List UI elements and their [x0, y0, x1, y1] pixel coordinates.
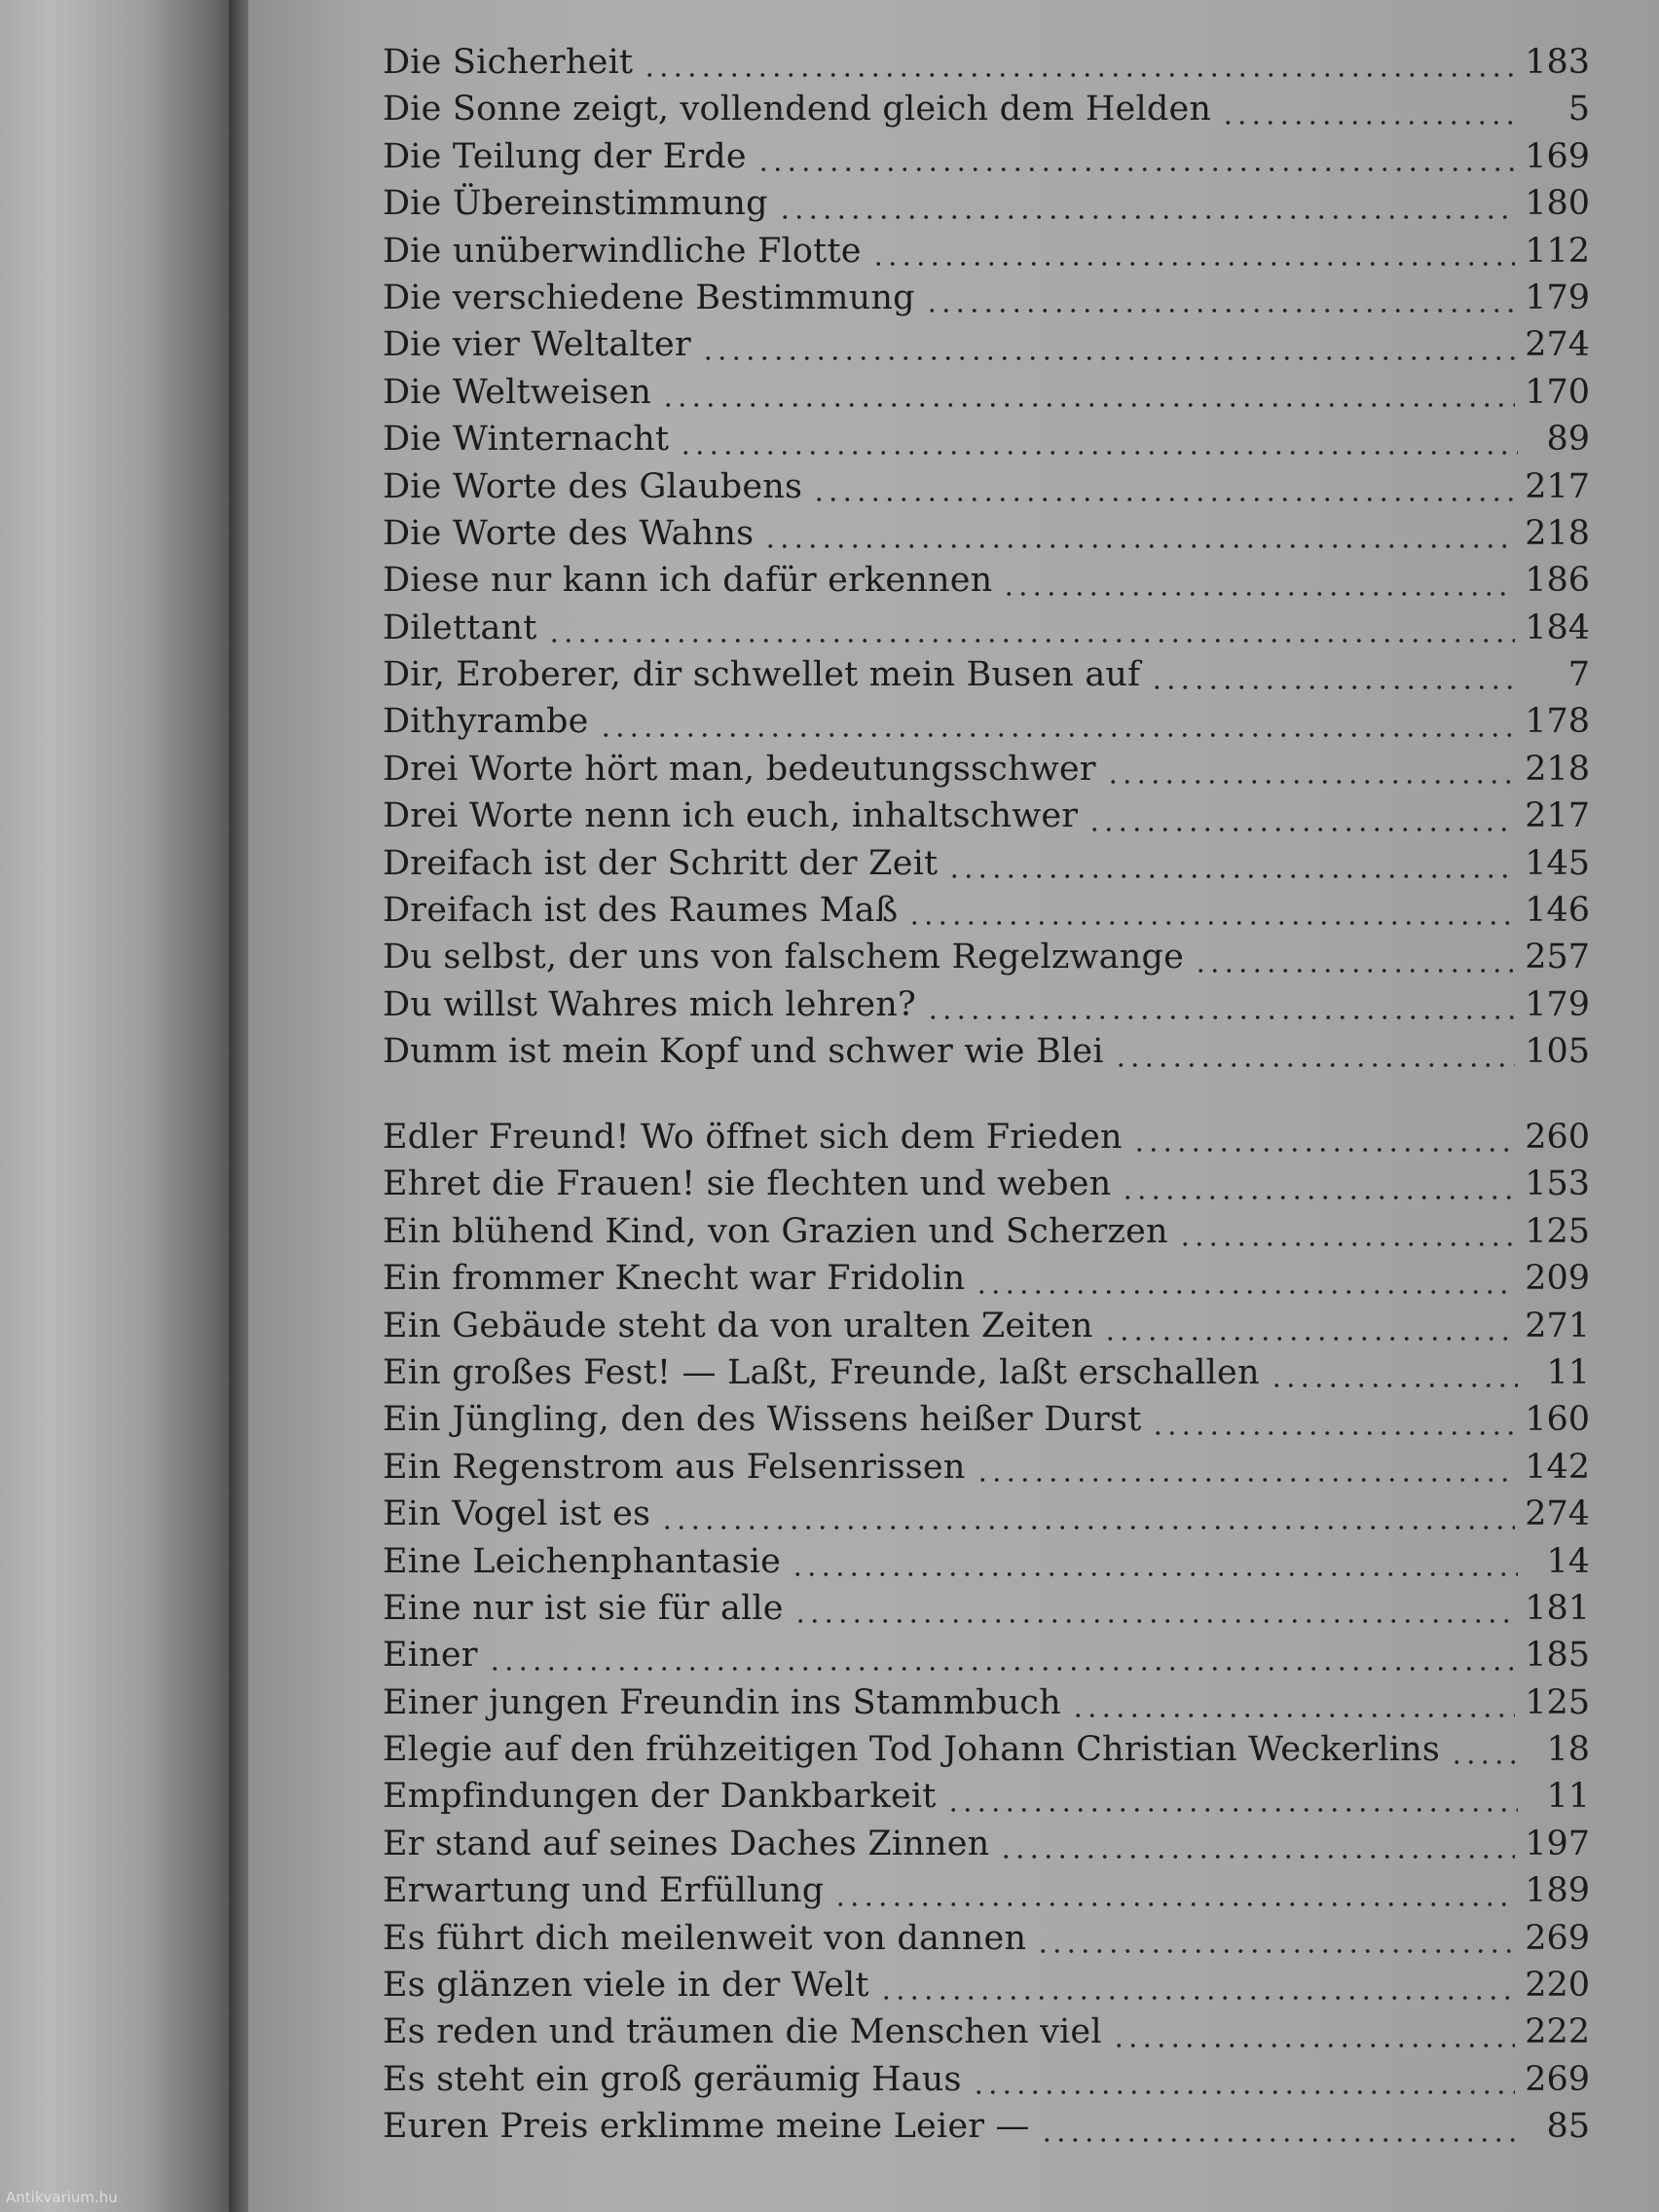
entry-title: Ein Gebäude steht da von uralten Zeiten [383, 1306, 1093, 1346]
dot-leader [1150, 684, 1518, 690]
index-entry [383, 1118, 1590, 1164]
entry-title: Ehret die Frauen! sie flechten und weben [383, 1164, 1112, 1204]
index-entry [383, 1400, 1590, 1447]
entry-title: Die Sonne zeigt, vollendend gleich dem Helden [383, 90, 1212, 129]
dot-leader [1151, 1430, 1515, 1436]
entry-page-number: 180 [1525, 184, 1590, 224]
dot-leader [871, 261, 1516, 267]
index-entry [383, 2060, 1590, 2107]
dot-leader [599, 732, 1516, 738]
index-entry [383, 514, 1590, 561]
index-entry [383, 1353, 1590, 1400]
dot-leader [547, 638, 1516, 644]
entry-title: Ein blühend Kind, von Grazien und Scherzen [383, 1211, 1168, 1251]
index-entry [383, 278, 1590, 325]
dot-leader [1002, 591, 1515, 597]
dot-leader [793, 1618, 1515, 1624]
dot-leader [778, 214, 1515, 220]
dot-leader [1071, 1713, 1515, 1718]
entry-page-number: 274 [1525, 325, 1590, 365]
index-entry [383, 1307, 1590, 1353]
dot-leader [925, 308, 1515, 313]
dot-leader [947, 873, 1515, 879]
entry-page-number: 269 [1525, 1918, 1590, 1958]
entry-title: Edler Freund! Wo öffnet sich dem Frieden [383, 1118, 1123, 1157]
dot-leader [812, 497, 1515, 502]
entry-title: Die verschiedene Bestimmung [383, 277, 915, 317]
entry-title: Er stand auf seines Daches Zinnen [383, 1824, 990, 1863]
entry-page-number: 185 [1525, 1636, 1590, 1676]
entry-page-number: 218 [1525, 749, 1590, 789]
entry-page-number: 222 [1525, 2012, 1590, 2052]
dot-leader [1103, 1336, 1516, 1342]
entry-title: Dithyrambe [383, 702, 589, 742]
index-entry [383, 1259, 1590, 1306]
entry-title: Die Übereinstimmung [383, 184, 768, 224]
entry-title: Die Worte des Wahns [383, 513, 755, 553]
entry-page-number: 153 [1525, 1164, 1590, 1204]
index-entry [383, 1494, 1590, 1541]
dot-leader [679, 450, 1518, 456]
entry-title: Eine Leichenphantasie [383, 1541, 782, 1581]
entry-page-number: 89 [1546, 420, 1590, 460]
entry-title: Dilettant [383, 608, 537, 647]
entry-page-number: 218 [1525, 513, 1590, 553]
index-group-e [383, 1118, 1590, 2155]
dot-leader [926, 1014, 1515, 1020]
index-entry [383, 1919, 1590, 1966]
entry-title: Ein frommer Knecht war Fridolin [383, 1259, 966, 1299]
entry-title: Die Weltweisen [383, 372, 652, 412]
entry-page-number: 146 [1525, 891, 1590, 931]
entry-title: Ein großes Fest! — Laßt, Freunde, laßt erschallen [383, 1352, 1260, 1392]
dot-leader [999, 1854, 1515, 1860]
entry-page-number: 7 [1567, 655, 1590, 695]
dot-leader [1221, 120, 1518, 126]
dot-leader [1036, 1948, 1515, 1954]
entry-title: Du willst Wahres mich lehren? [383, 984, 916, 1024]
entry-title: Die Winternacht [383, 420, 670, 460]
index-entry [383, 750, 1590, 796]
entry-page-number: 271 [1525, 1306, 1590, 1346]
dot-leader [661, 402, 1515, 408]
index-entry [383, 1777, 1590, 1824]
index-entry [383, 1589, 1590, 1636]
entry-page-number: 178 [1525, 702, 1590, 742]
index-entry [383, 420, 1590, 466]
entry-page-number: 18 [1546, 1730, 1590, 1770]
dot-leader [1121, 1195, 1515, 1200]
index-entry [383, 1542, 1590, 1589]
dot-leader [1106, 779, 1515, 785]
entry-title: Ein Regenstrom aus Felsenrissen [383, 1447, 966, 1487]
entry-page-number: 85 [1546, 2107, 1590, 2147]
entry-page-number: 217 [1525, 466, 1590, 506]
entry-title: Dir, Eroberer, dir schwellet mein Busen auf [383, 655, 1141, 695]
index-entry [383, 184, 1590, 231]
entry-title: Die vier Weltalter [383, 325, 691, 365]
dot-leader [660, 1525, 1515, 1530]
index-entry [383, 1825, 1590, 1871]
entry-title: Dreifach ist des Raumes Maß [383, 891, 899, 931]
entry-title: Erwartung und Erfüllung [383, 1871, 825, 1911]
entry-page-number: 186 [1525, 561, 1590, 601]
dot-leader [833, 1901, 1515, 1907]
index-entry [383, 2012, 1590, 2059]
index-entry [383, 1212, 1590, 1259]
index-entry [383, 985, 1590, 1032]
index-entry [383, 43, 1590, 90]
index-entry [383, 608, 1590, 655]
dot-leader [791, 1571, 1518, 1577]
index-entry [383, 1636, 1590, 1682]
index-entry [383, 844, 1590, 891]
entry-title: Elegie auf den frühzeitigen Tod Johann Christian Weckerlins [383, 1730, 1441, 1770]
entry-page-number: 11 [1546, 1352, 1590, 1392]
entry-page-number: 209 [1525, 1259, 1590, 1299]
watermark: Antikvarium.hu [6, 2189, 118, 2206]
dot-leader [975, 1289, 1515, 1295]
index-entry [383, 373, 1590, 420]
entry-title: Die Sicherheit [383, 43, 634, 82]
index-entry [383, 891, 1590, 938]
dot-leader [946, 1807, 1518, 1813]
dot-leader [763, 543, 1515, 549]
book-page-edge [0, 0, 243, 2212]
index-entry [383, 232, 1590, 278]
dot-leader [879, 1995, 1515, 2001]
entry-title: Drei Worte nenn ich euch, inhaltschwer [383, 796, 1079, 836]
dot-leader [643, 72, 1515, 78]
entry-page-number: 220 [1525, 1966, 1590, 2006]
entry-page-number: 125 [1525, 1211, 1590, 1251]
entry-page-number: 260 [1525, 1118, 1590, 1157]
entry-title: Es reden und träumen die Menschen viel [383, 2012, 1102, 2052]
dot-leader [1088, 827, 1515, 832]
index-entry [383, 1032, 1590, 1079]
entry-title: Die Teilung der Erde [383, 136, 747, 176]
dot-leader [1270, 1382, 1518, 1388]
entry-page-number: 14 [1546, 1541, 1590, 1581]
entry-page-number: 105 [1525, 1032, 1590, 1072]
index-entry [383, 1683, 1590, 1730]
dot-leader [1178, 1241, 1515, 1247]
index-entry [383, 467, 1590, 514]
entry-title: Die Worte des Glaubens [383, 466, 803, 506]
index-entry [383, 938, 1590, 984]
entry-page-number: 197 [1525, 1824, 1590, 1863]
entry-page-number: 125 [1525, 1682, 1590, 1722]
entry-page-number: 5 [1567, 90, 1590, 129]
entry-page-number: 170 [1525, 372, 1590, 412]
entry-page-number: 181 [1525, 1588, 1590, 1628]
index-entry [383, 1966, 1590, 2012]
index-entry [383, 325, 1590, 372]
index-entry [383, 1448, 1590, 1494]
index-entry [383, 702, 1590, 749]
index-entry [383, 1730, 1590, 1777]
index-entry [383, 90, 1590, 136]
entry-title: Empfindungen der Dankbarkeit [383, 1777, 937, 1817]
entry-title: Dreifach ist der Schritt der Zeit [383, 843, 939, 883]
entry-title: Einer jungen Freundin ins Stammbuch [383, 1682, 1061, 1722]
entry-title: Diese nur kann ich dafür erkennen [383, 561, 993, 601]
dot-leader [976, 1477, 1516, 1483]
entry-title: Drei Worte hört man, bedeutungsschwer [383, 749, 1096, 789]
dot-leader [488, 1666, 1515, 1672]
entry-page-number: 142 [1525, 1447, 1590, 1487]
entry-title: Euren Preis erklimme meine Leier — [383, 2107, 1030, 2147]
entry-title: Du selbst, der uns von falschem Regelzwange [383, 938, 1184, 977]
dot-leader [907, 920, 1515, 926]
entry-page-number: 179 [1525, 277, 1590, 317]
entry-title: Es steht ein groß geräumig Haus [383, 2059, 962, 2099]
entry-page-number: 11 [1546, 1777, 1590, 1817]
index-entry [383, 137, 1590, 184]
dot-leader [972, 2089, 1516, 2095]
dot-leader [1132, 1147, 1515, 1153]
index-entry [383, 561, 1590, 608]
entry-title: Ein Vogel ist es [383, 1494, 651, 1534]
entry-page-number: 274 [1525, 1494, 1590, 1534]
entry-page-number: 189 [1525, 1871, 1590, 1911]
entry-title: Dumm ist mein Kopf und schwer wie Blei [383, 1032, 1104, 1072]
entry-title: Eine nur ist sie für alle [383, 1588, 784, 1628]
entry-page-number: 179 [1525, 984, 1590, 1024]
entry-title: Es führt dich meilenweit von dannen [383, 1918, 1027, 1958]
index-entry [383, 1871, 1590, 1918]
dot-leader [1194, 968, 1515, 974]
entry-title: Es glänzen viele in der Welt [383, 1966, 869, 2006]
entry-page-number: 217 [1525, 796, 1590, 836]
dot-leader [1040, 2137, 1518, 2143]
entry-title: Die unüberwindliche Flotte [383, 231, 862, 271]
entry-page-number: 269 [1525, 2059, 1590, 2099]
entry-page-number: 112 [1525, 231, 1590, 271]
dot-leader [756, 166, 1515, 172]
dot-leader [1450, 1759, 1518, 1765]
index-entry [383, 655, 1590, 702]
index-entry [383, 796, 1590, 843]
entry-title: Ein Jüngling, den des Wissens heißer Durst [383, 1400, 1142, 1440]
entry-page-number: 183 [1525, 43, 1590, 82]
entry-page-number: 160 [1525, 1400, 1590, 1440]
entry-page-number: 169 [1525, 136, 1590, 176]
entry-page-number: 145 [1525, 843, 1590, 883]
dot-leader [701, 355, 1515, 361]
entry-title: Einer [383, 1636, 478, 1676]
index-entry [383, 2107, 1590, 2154]
dot-leader [1112, 2043, 1515, 2048]
index-group-d [383, 43, 1590, 1080]
dot-leader [1114, 1062, 1516, 1068]
entry-page-number: 257 [1525, 938, 1590, 977]
entry-page-number: 184 [1525, 608, 1590, 647]
index-entry [383, 1164, 1590, 1211]
